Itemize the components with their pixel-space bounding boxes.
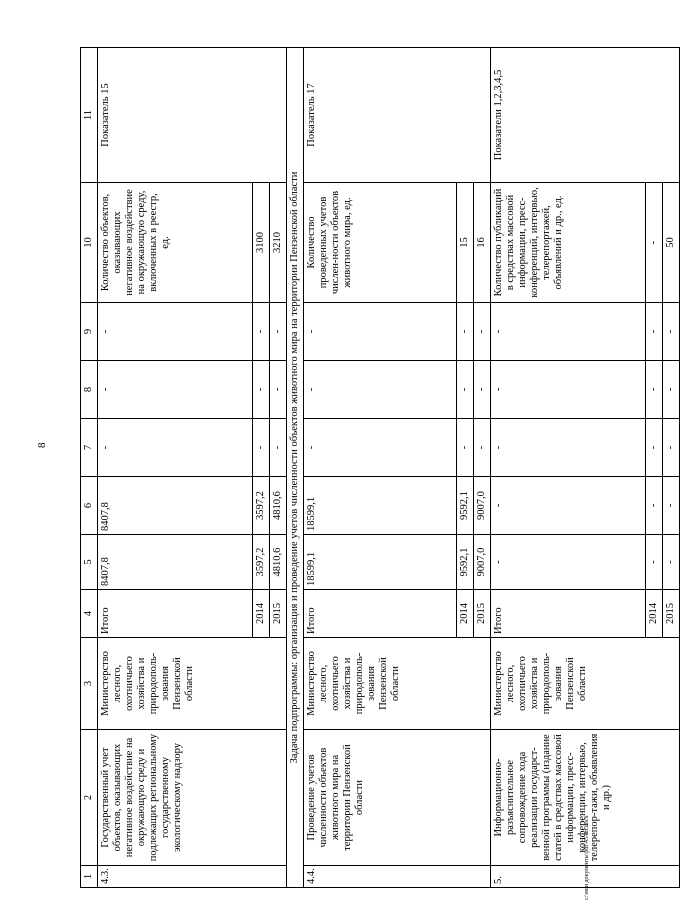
column-header: 2	[81, 730, 98, 866]
value: 4810,6	[270, 477, 287, 535]
table-row	[491, 48, 646, 888]
total-value: 18599,1	[304, 535, 457, 590]
value: -	[646, 183, 663, 303]
indicator-name: Количество публикаций в средствах массовой информации, пресс-конференций, интервью, телерепортажей, объявлений и др., ед.	[491, 183, 646, 303]
total-value: -	[491, 477, 646, 535]
indicator-name: Количество объектов, оказывающих негативное воздействие на окружающую среду, включенных в реестр, ед.	[98, 183, 253, 303]
year: 2014	[646, 590, 663, 638]
total-value: -	[98, 361, 253, 419]
value: -	[270, 361, 287, 419]
value: -	[457, 361, 474, 419]
column-header: 8	[81, 361, 98, 419]
row-number: 4.4.	[304, 866, 491, 888]
value: 9007,0	[474, 477, 491, 535]
value: 9592,1	[457, 535, 474, 590]
total-label: Итого	[304, 590, 457, 638]
value: -	[474, 419, 491, 477]
value: -	[474, 361, 491, 419]
value: 3597,2	[253, 477, 270, 535]
activity-name: Государственный учет объектов, оказывающих негативное воздействие на окружающую среду и подлежащих региональному государственному экологическому надзору	[98, 730, 287, 866]
table-row	[98, 48, 253, 888]
column-header: 7	[81, 419, 98, 477]
rotated-table-container	[80, 48, 676, 888]
value: -	[663, 361, 680, 419]
executor: Министерство лесного, охотничьего хозяйства и природополь-зования Пензенской области	[304, 638, 491, 730]
value: 3597,2	[253, 535, 270, 590]
column-header: 9	[81, 303, 98, 361]
value: -	[663, 535, 680, 590]
column-header: 11	[81, 48, 98, 183]
row-number: 5.	[491, 866, 680, 888]
total-value: -	[491, 419, 646, 477]
total-value: -	[491, 361, 646, 419]
value: 50	[663, 183, 680, 303]
value: -	[270, 419, 287, 477]
value: -	[457, 419, 474, 477]
value: 9592,1	[457, 477, 474, 535]
task-title: Задача подпрограммы: организация и проведение учетов численности объектов животного мира на территории Пензенской области	[287, 48, 304, 888]
value: 16	[474, 183, 491, 303]
total-label: Итого	[491, 590, 646, 638]
value: -	[646, 361, 663, 419]
value: -	[253, 303, 270, 361]
footer-file-path: c:\мои документы\pdf\45-пп.docx	[584, 815, 590, 900]
value: -	[663, 419, 680, 477]
value: -	[646, 303, 663, 361]
column-header: 3	[81, 638, 98, 730]
total-value: -	[98, 303, 253, 361]
year: 2015	[663, 590, 680, 638]
total-value: -	[491, 535, 646, 590]
value: 3100	[253, 183, 270, 303]
value: 15	[457, 183, 474, 303]
total-value: 8407,8	[98, 535, 253, 590]
indicator-name: Количество проведенных учетов числен-ности объектов животного мира, ед.	[304, 183, 457, 303]
table-row	[304, 48, 457, 888]
column-header: 1	[81, 866, 98, 888]
column-header: 10	[81, 183, 98, 303]
page-number: 8	[36, 442, 48, 448]
value: -	[253, 361, 270, 419]
task-row	[287, 48, 304, 888]
value: -	[253, 419, 270, 477]
total-value: 18599,1	[304, 477, 457, 535]
value: -	[646, 477, 663, 535]
executor: Министерство лесного, охотничьего хозяйства и природополь-зования Пензенской области	[491, 638, 680, 730]
value: -	[646, 535, 663, 590]
value: -	[663, 303, 680, 361]
column-number-row	[81, 48, 98, 888]
activity-name: Информационно-разъяснительное сопровождение хода реализации государст-венной программы (издание статей в средствах массовой информации, пресс-конференции, интервью, телерепор-тажи, объявления и др.)	[491, 730, 680, 866]
program-activities-table	[80, 47, 680, 888]
indicator-ref: Показатель 17	[304, 48, 491, 183]
column-header: 4	[81, 590, 98, 638]
value: -	[646, 419, 663, 477]
total-value: 8407,8	[98, 477, 253, 535]
value: 9007,0	[474, 535, 491, 590]
executor: Министерство лесного, охотничьего хозяйства и природополь-зования Пензенской области	[98, 638, 287, 730]
year: 2014	[457, 590, 474, 638]
value: -	[457, 303, 474, 361]
total-value: -	[304, 361, 457, 419]
value: -	[270, 303, 287, 361]
indicator-ref: Показатели 1,2,3,4,5	[491, 48, 680, 183]
value: -	[474, 303, 491, 361]
value: 3210	[270, 183, 287, 303]
total-value: -	[304, 303, 457, 361]
activity-name: Проведение учетов численности объектов животного мира на территории Пензенской области	[304, 730, 491, 866]
total-value: -	[98, 419, 253, 477]
indicator-ref: Показатель 15	[98, 48, 287, 183]
year: 2014	[253, 590, 270, 638]
row-number: 4.3.	[98, 866, 287, 888]
column-header: 5	[81, 535, 98, 590]
year: 2015	[270, 590, 287, 638]
total-value: -	[304, 419, 457, 477]
table-body	[81, 48, 680, 888]
column-header: 6	[81, 477, 98, 535]
value: -	[663, 477, 680, 535]
value: 4810,6	[270, 535, 287, 590]
total-value: -	[491, 303, 646, 361]
total-label: Итого	[98, 590, 253, 638]
year: 2015	[474, 590, 491, 638]
